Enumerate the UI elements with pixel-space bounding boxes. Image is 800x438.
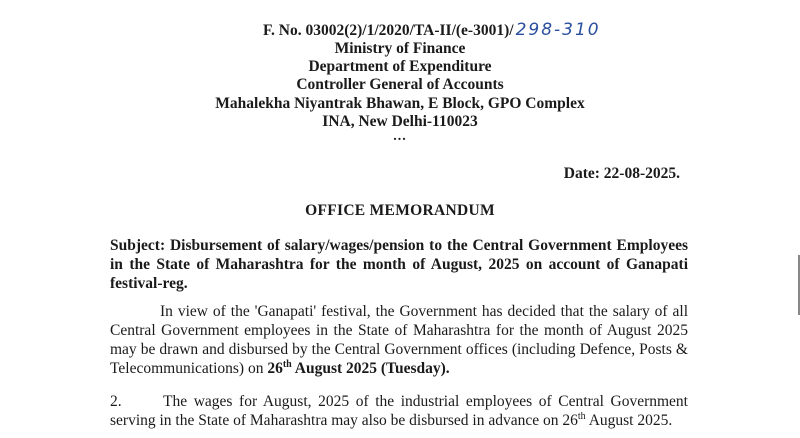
paragraph-1	[110, 302, 688, 378]
memo-title: OFFICE MEMORANDUM	[305, 202, 495, 219]
office-name: Controller General of Accounts	[296, 76, 504, 93]
paragraph-1-date-rest: August 2025 (Tuesday).	[291, 360, 450, 377]
paragraph-2-date-rest: August 2025.	[585, 412, 673, 429]
paragraph-2	[110, 392, 688, 430]
paragraph-2-number: 2.	[110, 393, 122, 410]
paragraph-2-date-sup: th	[577, 410, 586, 422]
memo-subject: Subject: Disbursement of salary/wages/pension to the Central Government Employees in the State of Maharashtra for the month of August, 2025 on account of Ganapati festival-reg.	[110, 237, 688, 292]
paragraph-1-text: In view of the 'Ganapati' festival, the Government has decided that the salary of all Central Government employees in the State of Maharashtra for the month of August 2025 may be drawn and disbursed by the Central Government offices (including Defence, Posts & Telecommunications) on	[110, 303, 688, 377]
handwritten-number: 298-310	[515, 20, 601, 40]
paragraph-1-date-sup: th	[282, 358, 292, 370]
address-line-1: Mahalekha Niyantrak Bhawan, E Block, GPO Complex	[215, 95, 585, 112]
paragraph-2-text: The wages for August, 2025 of the industrial employees of Central Government serving in the State of Maharashtra may also be disbursed in advance on 26	[110, 393, 688, 429]
ministry-name: Ministry of Finance	[334, 40, 466, 57]
file-number-text: F. No. 03002(2)/1/2020/TA-II/(e-3001)/	[263, 22, 514, 39]
department-name: Department of Expenditure	[308, 58, 492, 75]
memo-date: Date: 22-08-2025.	[563, 165, 680, 182]
header-separator: ...	[393, 129, 407, 144]
paragraph-1-date-day: 26	[267, 360, 283, 377]
address-line-2: INA, New Delhi-110023	[322, 113, 478, 130]
file-number	[263, 21, 601, 40]
paragraph-1-date	[267, 360, 449, 377]
